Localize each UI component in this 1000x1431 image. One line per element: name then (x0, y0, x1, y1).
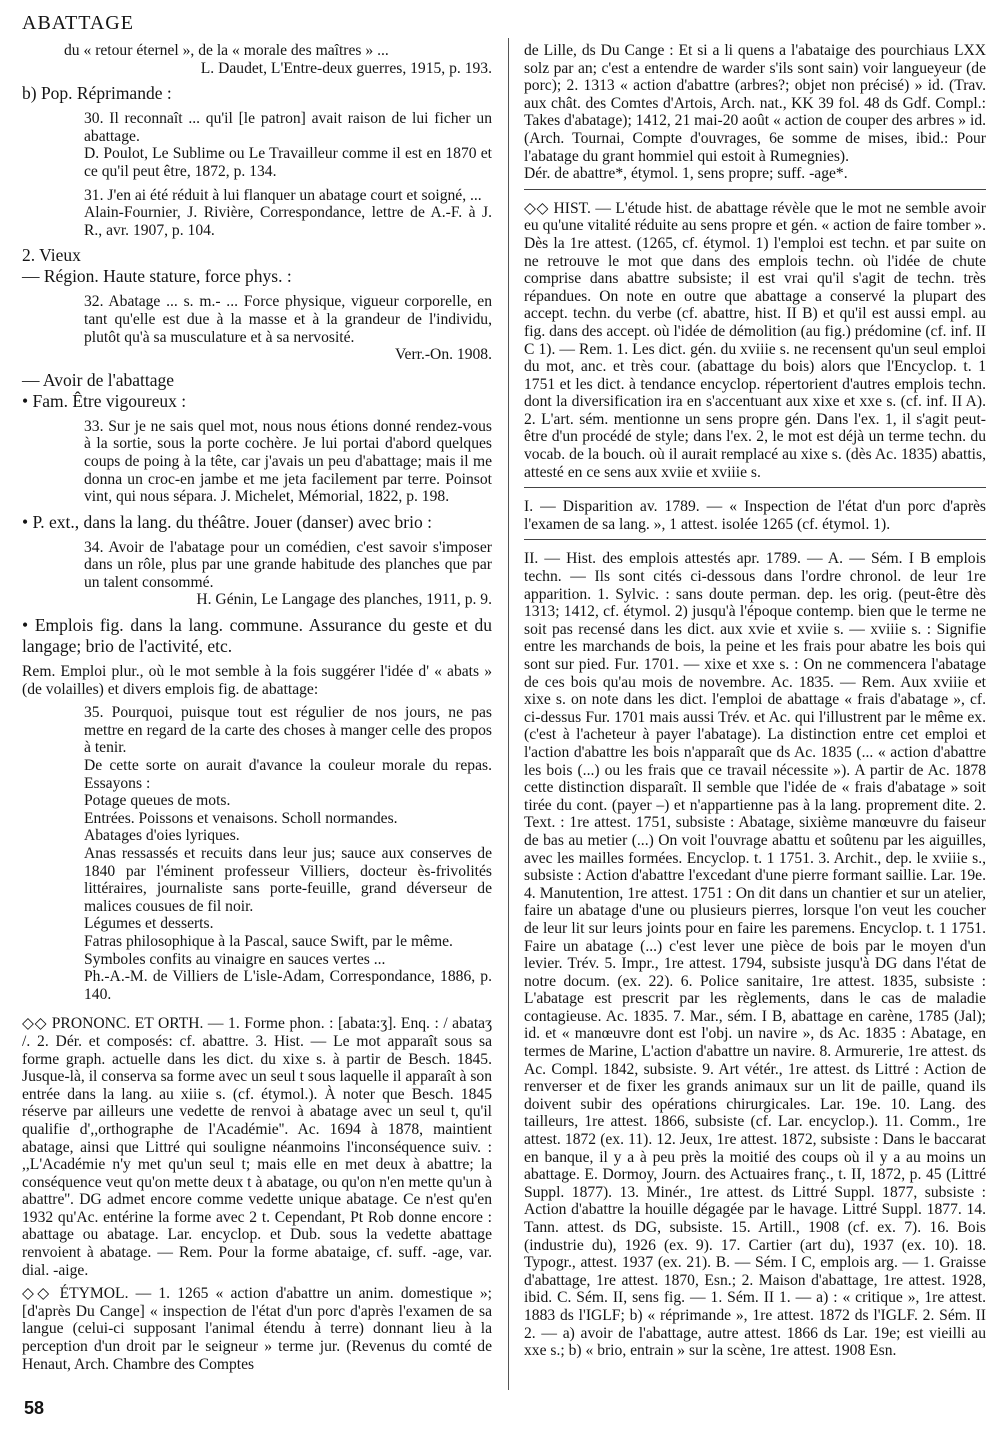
citation-source: Ph.-A.-M. de Villiers de L'isle-Adam, Correspondance, 1886, p. 140. (84, 968, 492, 1003)
page-number: 58 (24, 1398, 45, 1418)
history-section: ◇◇ HIST. — L'étude hist. de abattage révèle que le mot ne semble avoir eu qu'une vitalité réduite au sens propre et gén. « action de faire tomber ». Dès la 1re attest. (1265, cf. étymol. 1) l'emploi est techn. et par suite on ne retrouve le mot que dans des emplois techn. où l'idée de chute comprise dans abattre subsiste; il est vrai qu'il s'agit de techn. très répandues. On note en outre que abattage a conservé la plupart des accept. techn. du verbe (cf. abattre, hist. II B) et qu'il est aussi empl. au fig. dans des accept. où l'idée de démolition (au fig.) prédomine (cf. inf. II C 1). — Rem. 1. Les dict. gén. du xviiie s. ne recensent qu'un seul emploi du mot, anc. et très cour. (abattage du bois) alors que l'Encyclop. t. 1 1751 et les dict. à tendance encyclop. répertorient d'autres emplois techn. dont la diversification ira en s'accentuant aux xixe et xxe s. (cf. inf. II A). 2. L'art. sém. mentionne un sens propre gén. Dans l'ex. 1, il s'agit peut-être d'un procédé de style; dans l'ex. 2, le mot est déjà un terme techn. du vocab. de la bouch. où il aurait remplacé au xixe s. (dès Ac. 1835) abattis, attesté en ce sens aux xviie et xviiie s. (524, 199, 986, 481)
derivation-note: Dér. de abattre*, étymol. 1, sens propre; suff. -age*. (524, 165, 848, 183)
section-rule (524, 539, 986, 540)
example-30: 30. Il reconnaît ... qu'il [le patron] avait raison de lui ficher un abattage. (84, 110, 492, 145)
running-head: ABATTAGE (22, 12, 134, 34)
citation-line: Abatages d'oies lyriques. (84, 827, 240, 845)
remark: Rem. Emploi plur., où le mot semble à la fois suggérer l'idée d' « abats » (de volailles) et divers emplois fig. de abattage: (22, 663, 492, 698)
left-column (22, 42, 492, 1373)
section-rule (524, 189, 986, 190)
citation-line: Potage queues de mots. (84, 792, 231, 810)
sense-heading: 2. Vieux (22, 245, 81, 266)
citation-source: D. Poulot, Le Sublime ou Le Travailleur comme il est en 1870 et ce qu'il peut être, 1872, p. 134. (84, 145, 492, 180)
history-part-1: I. — Disparition av. 1789. — « Inspection de l'état d'un porc d'après l'examen de sa lang. », 1 attest. isolée 1265 (cf. étymol. 1). (524, 498, 986, 533)
citation-source: H. Génin, Le Langage des planches, 1911, p. 9. (196, 591, 492, 609)
example-32: 32. Abatage ... s. m.- ... Force physique, vigueur corporelle, en tant qu'elle est due à la masse et à la grandeur de l'individu, plutôt qu'à sa musculature et à sa nervosité. (84, 293, 492, 346)
column-divider (508, 38, 509, 1390)
right-column (524, 42, 986, 1360)
sense-heading: — Avoir de l'abattage (22, 369, 175, 390)
citation-line: Légumes et desserts. (84, 915, 214, 933)
section-rule (524, 487, 986, 488)
sense-heading: b) Pop. Réprimande : (22, 83, 172, 104)
citation-line: Fatras philosophique à la Pascal, sauce Swift, par le même. (84, 932, 453, 950)
citation-line: Anas ressassés et recuits dans leur jus; sauce aux conserves de 1840 par l'éminent professeur Villiers, docteur ès-frivolités littéraires, journaliste sans porte-feuille, grand déverseur de malices cousues de fil noir. (84, 845, 492, 915)
sense-heading: • Emplois fig. dans la lang. commune. Assurance du geste et du langage; brio de l'activité, etc. (22, 615, 492, 657)
citation-source: Verr.-On. 1908. (394, 346, 492, 364)
etymology-section: ◇◇ ÉTYMOL. — 1. 1265 « action d'abattre un anim. domestique »; [d'après Du Cange] « inspection de l'état d'un porc d'après l'examen de sa langue (celui-ci supposant l'animal étendu à terre) donnant lieu à la perception d'un droit par le seigneur » terme jur. (Revenus du comté de Henaut, Arch. Chambre des Comptes (22, 1285, 492, 1373)
citation-source: Alain-Fournier, J. Rivière, Correspondance, lettre de A.-F. à J. R., avr. 1907, p. 104. (84, 204, 492, 239)
citation-line: Symboles confits au vinaigre en sauces vertes ... (84, 950, 386, 968)
citation-source: L. Daudet, L'Entre-deux guerres, 1915, p. 193. (200, 59, 492, 77)
citation-line: Entrées. Poissons et venaisons. Scholl normandes. (84, 809, 398, 827)
sense-heading: — Région. Haute stature, force phys. : (22, 266, 292, 287)
example-33: 33. Sur je ne sais quel mot, nous nous étions donné rendez-vous à la sortie, sous la porte cochère. Je lui portai d'abord quelques coups de poing à la tête, car j'avais un peu d'abattage; mais il me donna un croc-en jambe et me jeta facilement par terre. Poinsot vint, qui nous sépara. J. Michelet, Mémorial, 1822, p. 198. (84, 417, 492, 506)
example-34: 34. Avoir de l'abatage pour un comédien, c'est savoir s'imposer dans un rôle, plus par une grande habitude des planches que par un talent consommé. (84, 538, 492, 591)
sense-heading: • Fam. Être vigoureux : (22, 390, 187, 411)
citation-line: du « retour éternel », de la « morale des maîtres » ... (64, 42, 389, 59)
example-31: 31. J'en ai été réduit à lui flanquer un abatage court et soigné, ... (84, 186, 482, 204)
etymology-continued: de Lille, ds Du Cange : Et si a li quens a l'abataige des pourchiaus LXX solz par an; c'est a entendre de warder s'ils sont sain) voir langueyeur (de porc); 2. 1313 « action d'abattre (arbres?; objet non précisé) » id. (Trav. aux chât. des Comtes d'Artois, Arch. nat., KK 39 fol. 48 ds Gdf. Compl.: Takes d'abatage); 1412, 21 mai-20 août « action de couper des arbres » id. (Arch. Tournai, Compte d'ouvrages, 6e somme de mises, ibid.: Pour l'abatage du grant hommiel qui estoit à Rumegnies). (524, 42, 987, 165)
history-part-2: II. — Hist. des emplois attestés apr. 1789. — A. — Sém. I B emplois techn. — Ils sont cités ci-dessous dans l'ordre chronol. de leur 1re apparition. 1. Sylvic. : sans doute perman. dep. les orig. (peut-être dès 1313; 1412, cf. étymol. 2) jusqu'à l'époque contemp. bien que le terme ne soit pas recensé dans les dict. aux xvie et xviie s. — xviiie s. : Signifie entre les marchands de bois, la peine et les frais pour abatre les bois qui sont sur pied. Fur. 1701. — xixe et xxe s. : On ne commencera l'abatage de ces bois qu'au mois de novembre. Ac. 1835. — Rem. Aux xviiie et xixe s. on note dans les dict. l'emploi de abattage « frais d'abatage », cf. ci-dessus Fur. 1701 mais aussi Trév. et Ac. qui l'illustrent par le même ex. (c'est à l'acheteur à payer l'abatage). La distinction entre cet emploi et l'action d'abattre les bois n'apparaît que ds Ac. 1835 (... « action d'abattre les bois (...) ou les frais que ce travail nécessite »). A partir de Ac. 1878 cette distinction disparaît. Il semble que l'idée de « frais d'abatage » soit tirée du cont. (payer –) et n'appartienne pas à la lang. proprement dite. 2. Text. : 1re attest. 1751, subsiste : Abatage, sixième manœuvre du faiseur de bas au metier (...) On voit l'ouvrage abattu et soûtenu par les aiguilles, avec les mailles formées. Encyclop. t. 1 1751. 3. Archit., dep. le xviiie s., subsiste : Action d'abattre l'excedant d'une pierre formant saillie. Lar. 19e. 4. Manutention, 1re attest. 1751 : On dit dans un chantier et sur un atelier, faire un abatage d'une ou plusieurs pierres, lorsque l'on veut les coucher de leur lit sur leurs joints pour en faire les paremens. Encyclop. t. 1 1751. Faire un abatage (...) c'est lever une pièce de bois par le moyen d'un levier. Trév. 5. Impr., 1re attest. 1794, subsiste jusqu'à DG dans l'état de notre docum. (ex. 22). 6. Police sanitaire, 1re attest. 1835, subsiste : L'abatage est prescrit par les règlements, dans le cas de maladie contagieuse. Ac. 1835. 7. Mar., sém. I B, abattage en carène, 1785 (Jal); id. et « manœuvre dont est l'obj. un navire », ds Ac. 1835 : Abatage, en termes de Marine, L'action d'abattre un navire. 8. Armurerie, 1re attest. ds Ac. Compl. 1842, subsiste. 9. Art vétér., 1re attest. ds Littré : Action de renverser et de fixer les grands animaux sur un lit de paille, quand ils doivent subir des opérations chirurgicales. Lar. 19e. 10. Lang. des tailleurs, 1re attest. 1866, subsiste (cf. Lar. encyclop.). 11. Comm., 1re attest. 1872 (ex. 11). 12. Jeux, 1re attest. 1872, subsiste : Dans le baccarat en banque, il y a à peu près la moitié des coups où il y a au moins un abattage. E. Dormoy, Journ. des Actuaires franç., t. II, 1872, p. 45 (Littré Suppl. 1877). 13. Minér., 1re attest. ds Littré Suppl. 1877, subsiste : Action d'abattre la houille dégagée par le havage. Littré Suppl. 1877. 14. Tann. attest. ds DG, subsiste. 15. Artill., 1908 (cf. ex. 7). 16. Bois (industrie du), 1926 (ex. 9). 17. Cartier (art du), 1937 (ex. 10). 18. Typogr., attest. 1937 (ex. 21). B. — Sém. I C, emplois arg. — 1. Graisse d'abattage, 1re attest. 1870, Esn.; 2. Maison d'abattage, 1re attest. 1928, ibid. C. Sém. II, sens fig. — 1. Sém. II 1. — a) : « critique », 1re attest. 1883 ds l'IGLF; b) « réprimande », 1re attest. 1872 ds l'IGLF. 2. Sém. II 2. — a) avoir de l'abattage, autre attest. 1866 ds Lar. 19e; est vieilli au xxe s.; b) « brio, entrain » sur la scène, 1re attest. 1908 Esn. (524, 550, 986, 1360)
example-35: 35. Pourquoi, puisque tout est régulier de nos jours, ne pas mettre en regard de la carte des choses à manger celle des propos à tenir. (84, 704, 492, 757)
pronunciation-section: ◇◇ PRONONC. ET ORTH. — 1. Forme phon. : [abata:ʒ]. Enq. : / abataʒ /. 2. Dér. et composés: cf. abattre. 3. Hist. — Le mot apparaît sous sa forme graph. actuelle dans les dict. du xixe s. à partir de Besch. 1845. Jusque-là, il conserva sa forme avec un seul t sous laquelle il apparaît à son entrée dans la lang. au xiiie s. (cf. étymol.). À noter que Besch. 1845 réserve par ailleurs une vedette de renvoi à abatage avec un seul t, qu'il qualifie d',,orthographe de l'Académie''. Ac. 1694 à 1878, maintient abatage, ainsi que Littré qui souligne néanmoins l'inconséquence suiv. : ,,L'Académie n'y met qu'un seul t; mais elle en met deux à abattre; la conséquence veut qu'on mette deux t à abatage, ou qu'on n'en mette qu'un à abattre''. DG admet encore comme vedette unique abatage. Ce n'est qu'en 1932 qu'Ac. entérine la forme avec 2 t. Cependant, Pt Rob donne encore : abattage ou abatage. Lar. encyclop. et Dub. sous la vedette abattage renvoient à abatage. — Rem. Pour la forme abataige, cf. suff. -age, var. dial. -aige. (22, 1015, 492, 1279)
citation-line: De cette sorte on aurait d'avance la couleur morale du repas. Essayons : (84, 757, 492, 792)
sense-heading: • P. ext., dans la lang. du théâtre. Jouer (danser) avec brio : (22, 511, 432, 532)
